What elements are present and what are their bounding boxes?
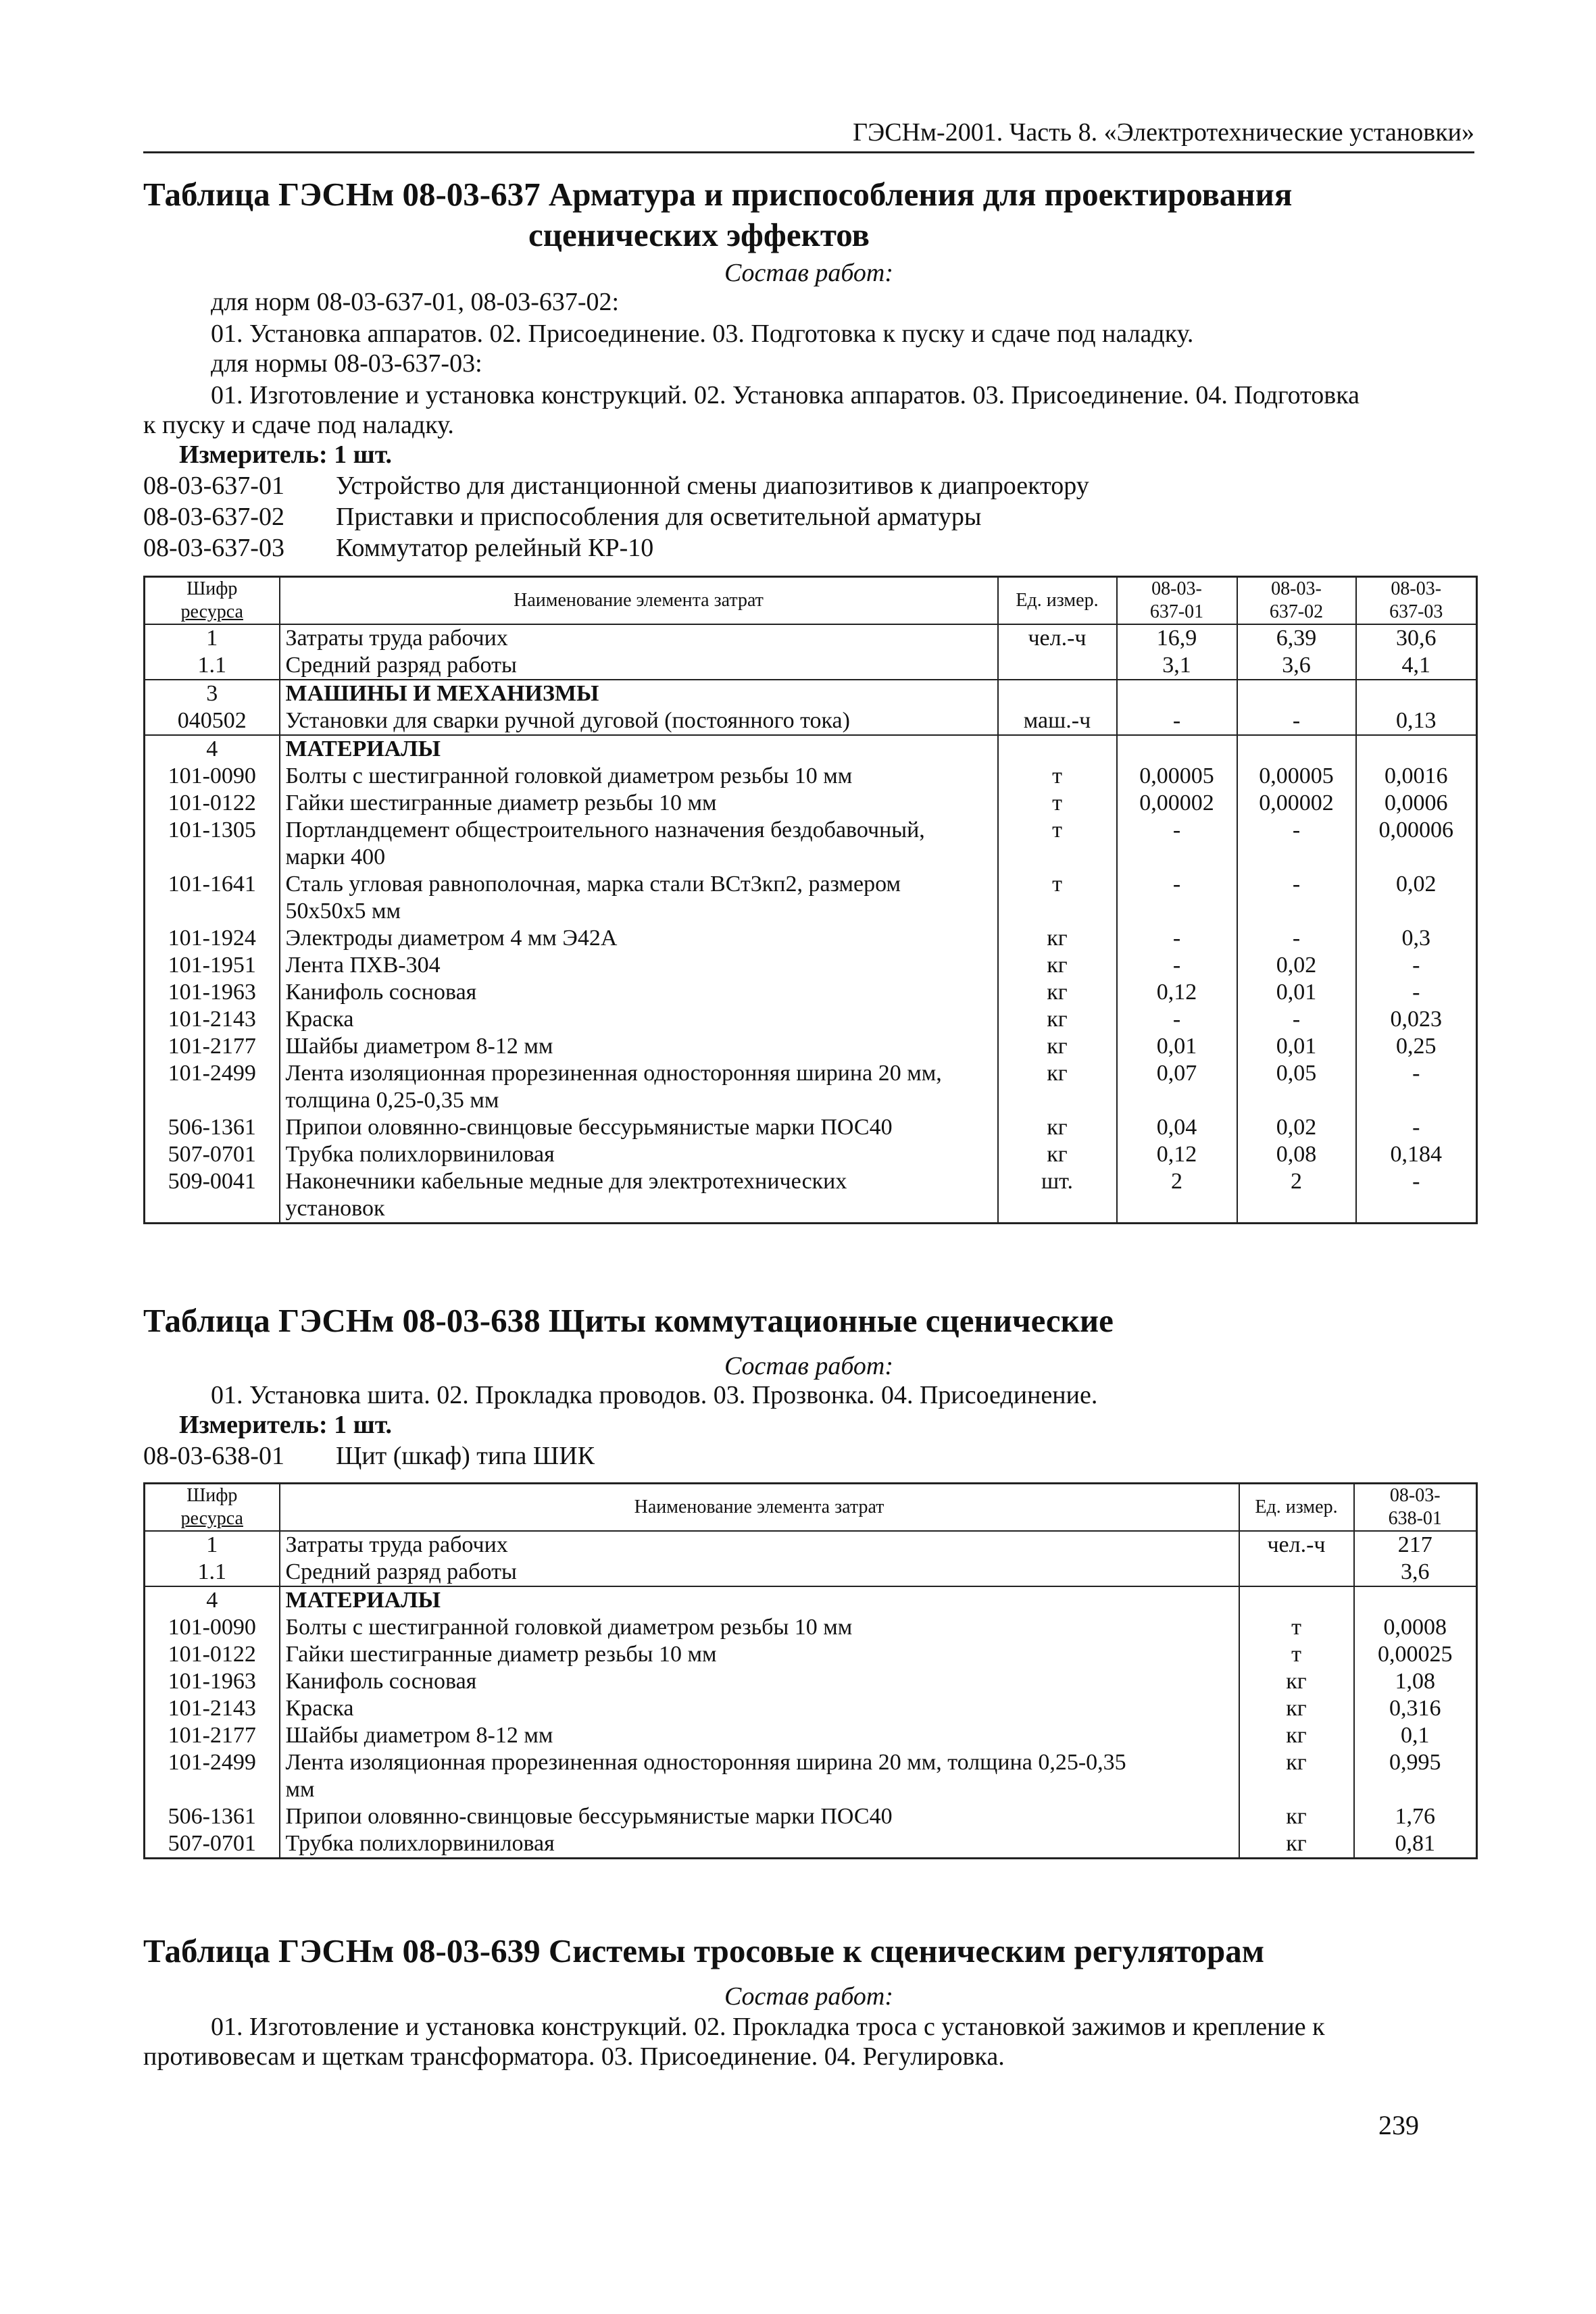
- resource-name-line: Болты с шестигранной головкой диаметром резьбы 10 мм: [285, 763, 853, 788]
- resource-name-line: толщина 0,25-0,35 мм: [285, 1088, 499, 1113]
- norm-code: 08-03-638-01: [143, 1442, 284, 1470]
- unit-cell: [1239, 1559, 1354, 1586]
- section-638-title: Таблица ГЭСНм 08-03-638 Щиты коммутационные сценические: [143, 1302, 1114, 1339]
- value-cell: [1354, 1586, 1477, 1614]
- resource-name-line: Канифоль сосновая: [285, 980, 477, 1005]
- resource-name-line: Шайбы диаметром 8-12 мм: [285, 1723, 553, 1748]
- value-cell: 0,0016: [1356, 763, 1477, 790]
- header-code: [145, 577, 280, 625]
- resource-name-line: Электроды диаметром 4 мм Э42А: [285, 926, 618, 951]
- table-row: [145, 1168, 1477, 1224]
- resource-code-cell: 101-2499: [145, 1749, 280, 1803]
- unit-cell: кг: [1239, 1749, 1354, 1803]
- unit-cell: т: [998, 790, 1117, 817]
- value-cell: 0,1: [1354, 1722, 1477, 1749]
- value-cell: -: [1356, 1168, 1477, 1224]
- value-cell: 16,9: [1117, 624, 1237, 652]
- resource-name-cell: [280, 1141, 998, 1168]
- value-cell: 0,12: [1117, 979, 1237, 1006]
- section-637-title-line2: сценических эффектов: [528, 216, 870, 253]
- resource-name-cell: [280, 652, 998, 680]
- resource-name-line: МАТЕРИАЛЫ: [285, 736, 441, 761]
- value-cell: 3,1: [1117, 652, 1237, 680]
- resource-name-line: Краска: [285, 1696, 354, 1721]
- header-norm-col-bottom: 637-02: [1269, 601, 1324, 622]
- norm-name: Приставки и приспособления для осветительной арматуры: [336, 503, 982, 531]
- section-637-text-line: для норм 08-03-637-01, 08-03-637-02:: [211, 288, 620, 316]
- table-row: [145, 790, 1477, 817]
- value-cell: 0,0008: [1354, 1614, 1477, 1641]
- value-cell: 0,08: [1237, 1141, 1356, 1168]
- header-norm-col-bottom: 637-01: [1149, 601, 1204, 622]
- unit-cell: [998, 652, 1117, 680]
- unit-cell: т: [998, 763, 1117, 790]
- resource-name-line: МАТЕРИАЛЫ: [285, 1588, 441, 1613]
- norm-name: Щит (шкаф) типа ШИК: [336, 1442, 595, 1470]
- header-norm-col-bottom: 637-03: [1389, 601, 1443, 622]
- section-637-title: [143, 174, 1474, 255]
- value-cell: 1,08: [1354, 1668, 1477, 1695]
- table-row: [145, 1722, 1477, 1749]
- norm-entry: [143, 471, 1089, 501]
- norm-code: 08-03-637-03: [143, 534, 284, 562]
- resource-name-cell: [280, 1168, 998, 1224]
- header-norm-col-bottom: 638-01: [1388, 1508, 1442, 1529]
- table-row: [145, 1531, 1477, 1559]
- unit-cell: кг: [998, 979, 1117, 1006]
- resource-name-line: Гайки шестигранные диаметр резьбы 10 мм: [285, 790, 717, 815]
- resource-name-line: Лента ПХВ-304: [285, 953, 441, 978]
- resource-name-cell: [280, 1614, 1239, 1641]
- value-cell: -: [1117, 1006, 1237, 1033]
- value-cell: [1356, 735, 1477, 763]
- resource-name-line: Припои оловянно-свинцовые бессурьмянистые марки ПОС40: [285, 1115, 893, 1140]
- value-cell: 0,12: [1117, 1141, 1237, 1168]
- resource-name-line: Краска: [285, 1007, 354, 1032]
- table-row: [145, 763, 1477, 790]
- resource-code-cell: 101-0090: [145, 1614, 280, 1641]
- value-cell: -: [1237, 871, 1356, 925]
- value-cell: [1356, 680, 1477, 707]
- table-row: [145, 1614, 1477, 1641]
- resource-code-cell: 101-2143: [145, 1695, 280, 1722]
- resource-name-cell: [280, 1641, 1239, 1668]
- value-cell: 0,05: [1237, 1060, 1356, 1114]
- unit-cell: кг: [1239, 1668, 1354, 1695]
- page-number: 239: [1378, 2110, 1419, 2140]
- resource-name-line: Болты с шестигранной головкой диаметром резьбы 10 мм: [285, 1615, 853, 1640]
- unit-cell: кг: [998, 925, 1117, 952]
- table-row: [145, 735, 1477, 763]
- resource-name-cell: [280, 925, 998, 952]
- table-row: [145, 1668, 1477, 1695]
- unit-cell: чел.-ч: [998, 624, 1117, 652]
- value-cell: 30,6: [1356, 624, 1477, 652]
- unit-cell: т: [998, 817, 1117, 871]
- value-cell: -: [1356, 1114, 1477, 1141]
- resource-name-cell: [280, 1060, 998, 1114]
- section-637-text-line: к пуску и сдаче под наладку.: [143, 411, 454, 439]
- value-cell: -: [1237, 1006, 1356, 1033]
- resource-name-cell: [280, 1559, 1239, 1586]
- norm-code: 08-03-637-01: [143, 472, 284, 500]
- table-row: [145, 1830, 1477, 1859]
- table-row: [145, 1141, 1477, 1168]
- resource-code-cell: 1: [145, 624, 280, 652]
- resource-code-cell: 1.1: [145, 652, 280, 680]
- table-header-row: [145, 1484, 1477, 1532]
- unit-cell: кг: [998, 1006, 1117, 1033]
- resource-code-cell: 040502: [145, 707, 280, 735]
- table-row: [145, 1803, 1477, 1830]
- unit-cell: т: [1239, 1641, 1354, 1668]
- value-cell: -: [1237, 707, 1356, 735]
- section-639-text-line: 01. Изготовление и установка конструкций. 02. Прокладка троса с установкой зажимов и крепление к: [211, 2013, 1325, 2041]
- value-cell: 0,04: [1117, 1114, 1237, 1141]
- value-cell: [1117, 680, 1237, 707]
- resource-name-line: 50x50x5 мм: [285, 899, 401, 924]
- value-cell: 0,316: [1354, 1695, 1477, 1722]
- resource-name-cell: [280, 707, 998, 735]
- header-norm-col: [1237, 577, 1356, 625]
- resource-name-cell: [280, 952, 998, 979]
- resource-name-line: Затраты труда рабочих: [285, 1532, 508, 1557]
- value-cell: -: [1356, 952, 1477, 979]
- value-cell: 0,995: [1354, 1749, 1477, 1803]
- value-cell: 4,1: [1356, 652, 1477, 680]
- value-cell: 0,01: [1237, 1033, 1356, 1060]
- header-norm-col-top: 08-03-: [1151, 578, 1202, 599]
- header-norm-col-top: 08-03-: [1391, 578, 1442, 599]
- value-cell: 0,3: [1356, 925, 1477, 952]
- resource-code-cell: 3: [145, 680, 280, 707]
- table-row: [145, 680, 1477, 707]
- table-row: [145, 1114, 1477, 1141]
- resource-name-line: Наконечники кабельные медные для электротехнических: [285, 1169, 847, 1194]
- resource-code-cell: 507-0701: [145, 1141, 280, 1168]
- section-637-text-line: 01. Изготовление и установка конструкций. 02. Установка аппаратов. 03. Присоединение. 04. Подготовка: [211, 381, 1360, 409]
- table-row: [145, 707, 1477, 735]
- value-cell: -: [1117, 925, 1237, 952]
- section-638-text-line: 01. Установка шита. 02. Прокладка проводов. 03. Прозвонка. 04. Присоединение.: [211, 1381, 1098, 1409]
- resource-code-cell: 4: [145, 1586, 280, 1614]
- resource-name-cell: [280, 1531, 1239, 1559]
- unit-cell: кг: [998, 1060, 1117, 1114]
- unit-cell: [998, 680, 1117, 707]
- value-cell: 0,00025: [1354, 1641, 1477, 1668]
- value-cell: [1237, 680, 1356, 707]
- table-row: [145, 1559, 1477, 1586]
- resource-name-cell: [280, 1830, 1239, 1859]
- table-row: [145, 1006, 1477, 1033]
- table-row: [145, 624, 1477, 652]
- value-cell: -: [1117, 707, 1237, 735]
- resource-code-cell: 4: [145, 735, 280, 763]
- section-637-measure: Измеритель: 1 шт.: [179, 441, 393, 469]
- resource-name-line: Портландцемент общестроительного назначения бездобавочный,: [285, 818, 925, 842]
- resource-code-cell: 101-2143: [145, 1006, 280, 1033]
- value-cell: 0,00002: [1237, 790, 1356, 817]
- resource-code-cell: 506-1361: [145, 1803, 280, 1830]
- value-cell: 0,184: [1356, 1141, 1477, 1168]
- resource-name-cell: [280, 624, 998, 652]
- resource-name-cell: [280, 1668, 1239, 1695]
- header-code-bottom: ресурса: [180, 1508, 243, 1529]
- value-cell: 6,39: [1237, 624, 1356, 652]
- unit-cell: кг: [1239, 1830, 1354, 1859]
- unit-cell: кг: [1239, 1695, 1354, 1722]
- table-row: [145, 952, 1477, 979]
- resource-name-cell: [280, 1803, 1239, 1830]
- resource-table-638: [143, 1482, 1478, 1859]
- value-cell: 0,25: [1356, 1033, 1477, 1060]
- norm-entry: [143, 502, 981, 532]
- section-639-text-line: противовесам и щеткам трансформатора. 03. Присоединение. 04. Регулировка.: [143, 2042, 1005, 2071]
- resource-name-cell: [280, 979, 998, 1006]
- resource-code-cell: 101-0122: [145, 1641, 280, 1668]
- table-row: [145, 925, 1477, 952]
- resource-name-line: Трубка полихлорвиниловая: [285, 1831, 555, 1856]
- value-cell: -: [1356, 1060, 1477, 1114]
- resource-code-cell: 101-1963: [145, 979, 280, 1006]
- resource-name-line: Гайки шестигранные диаметр резьбы 10 мм: [285, 1642, 717, 1667]
- norm-name: Устройство для дистанционной смены диапозитивов к диапроектору: [336, 472, 1089, 500]
- value-cell: 0,0006: [1356, 790, 1477, 817]
- table-row: [145, 1060, 1477, 1114]
- header-code: [145, 1484, 280, 1532]
- value-cell: 217: [1354, 1531, 1477, 1559]
- section-637-text-line: для нормы 08-03-637-03:: [211, 349, 482, 378]
- value-cell: 2: [1117, 1168, 1237, 1224]
- value-cell: -: [1117, 817, 1237, 871]
- header-code-top: Шифр: [186, 1485, 238, 1506]
- value-cell: 0,00005: [1237, 763, 1356, 790]
- table-header-row: [145, 577, 1477, 625]
- resource-code-cell: 101-2499: [145, 1060, 280, 1114]
- value-cell: 0,81: [1354, 1830, 1477, 1859]
- resource-code-cell: 1.1: [145, 1559, 280, 1586]
- resource-name-line: Канифоль сосновая: [285, 1669, 477, 1694]
- value-cell: 0,13: [1356, 707, 1477, 735]
- resource-name-cell: [280, 1114, 998, 1141]
- table-row: [145, 979, 1477, 1006]
- header-norm-col: [1117, 577, 1237, 625]
- value-cell: [1237, 735, 1356, 763]
- resource-name-line: Лента изоляционная прорезиненная односторонняя ширина 20 мм, толщина 0,25-0,35: [285, 1750, 1126, 1775]
- unit-cell: [998, 735, 1117, 763]
- resource-name-line: МАШИНЫ И МЕХАНИЗМЫ: [285, 681, 599, 706]
- resource-name-line: Сталь угловая равнополочная, марка стали ВСт3кп2, размером: [285, 872, 901, 897]
- value-cell: -: [1237, 817, 1356, 871]
- resource-code-cell: 101-0090: [145, 763, 280, 790]
- norm-entry: [143, 533, 653, 563]
- resource-name-cell: [280, 790, 998, 817]
- unit-cell: маш.-ч: [998, 707, 1117, 735]
- resource-name-line: марки 400: [285, 845, 386, 870]
- unit-cell: кг: [998, 1033, 1117, 1060]
- section-637-sostav: Состав работ:: [724, 259, 894, 287]
- running-head: ГЭСНм-2001. Часть 8. «Электротехнические установки»: [143, 114, 1474, 153]
- resource-code-cell: 1: [145, 1531, 280, 1559]
- header-norm-col-top: 08-03-: [1271, 578, 1322, 599]
- resource-name-cell: [280, 763, 998, 790]
- resource-code-cell: 101-2177: [145, 1722, 280, 1749]
- value-cell: [1117, 735, 1237, 763]
- header-norm-col: [1356, 577, 1477, 625]
- header-code-top: Шифр: [186, 578, 238, 599]
- value-cell: 0,02: [1237, 1114, 1356, 1141]
- resource-name-cell: [280, 871, 998, 925]
- resource-name-line: Шайбы диаметром 8-12 мм: [285, 1034, 553, 1059]
- value-cell: 1,76: [1354, 1803, 1477, 1830]
- unit-cell: кг: [998, 1114, 1117, 1141]
- resource-code-cell: 101-1641: [145, 871, 280, 925]
- resource-code-cell: 101-0122: [145, 790, 280, 817]
- resource-name-line: Затраты труда рабочих: [285, 626, 508, 651]
- table-row: [145, 1033, 1477, 1060]
- resource-name-line: мм: [285, 1777, 315, 1802]
- resource-code-cell: 101-2177: [145, 1033, 280, 1060]
- resource-code-cell: 101-1305: [145, 817, 280, 871]
- value-cell: 2: [1237, 1168, 1356, 1224]
- resource-name-line: установок: [285, 1196, 385, 1221]
- resource-code-cell: 509-0041: [145, 1168, 280, 1224]
- value-cell: 0,01: [1237, 979, 1356, 1006]
- resource-code-cell: 506-1361: [145, 1114, 280, 1141]
- table-row: [145, 817, 1477, 871]
- header-name: Наименование элемента затрат: [280, 577, 998, 625]
- unit-cell: шт.: [998, 1168, 1117, 1224]
- norm-name: Коммутатор релейный КР-10: [336, 534, 654, 562]
- value-cell: 3,6: [1237, 652, 1356, 680]
- unit-cell: т: [998, 871, 1117, 925]
- table-row: [145, 1586, 1477, 1614]
- table-row: [145, 1749, 1477, 1803]
- resource-table-637: [143, 576, 1478, 1224]
- value-cell: 0,00005: [1117, 763, 1237, 790]
- value-cell: 0,02: [1237, 952, 1356, 979]
- unit-cell: т: [1239, 1614, 1354, 1641]
- section-639-sostav: Состав работ:: [724, 1982, 894, 2011]
- resource-name-line: Трубка полихлорвиниловая: [285, 1142, 555, 1167]
- value-cell: -: [1356, 979, 1477, 1006]
- resource-name-line: Припои оловянно-свинцовые бессурьмянистые марки ПОС40: [285, 1804, 893, 1829]
- header-unit: Ед. измер.: [1239, 1484, 1354, 1532]
- header-norm-col-top: 08-03-: [1389, 1485, 1441, 1506]
- resource-name-cell: [280, 1722, 1239, 1749]
- resource-name-cell: [280, 1033, 998, 1060]
- section-638-measure: Измеритель: 1 шт.: [179, 1411, 393, 1439]
- resource-name-line: Средний разряд работы: [285, 1559, 517, 1584]
- value-cell: 0,07: [1117, 1060, 1237, 1114]
- resource-name-cell: [280, 1586, 1239, 1614]
- table-row: [145, 652, 1477, 680]
- resource-code-cell: 101-1924: [145, 925, 280, 952]
- resource-name-cell: [280, 817, 998, 871]
- value-cell: 0,00002: [1117, 790, 1237, 817]
- table-row: [145, 1695, 1477, 1722]
- section-637-title-line1: Таблица ГЭСНм 08-03-637 Арматура и приспособления для проектирования: [143, 176, 1293, 213]
- unit-cell: чел.-ч: [1239, 1531, 1354, 1559]
- unit-cell: кг: [998, 1141, 1117, 1168]
- header-code-bottom: ресурса: [180, 601, 243, 622]
- value-cell: 0,02: [1356, 871, 1477, 925]
- unit-cell: [1239, 1586, 1354, 1614]
- unit-cell: кг: [1239, 1722, 1354, 1749]
- value-cell: -: [1237, 925, 1356, 952]
- header-norm-col: [1354, 1484, 1477, 1532]
- resource-name-cell: [280, 680, 998, 707]
- header-unit: Ед. измер.: [998, 577, 1117, 625]
- norm-code: 08-03-637-02: [143, 503, 284, 531]
- table-row: [145, 1641, 1477, 1668]
- resource-name-cell: [280, 1006, 998, 1033]
- resource-code-cell: 101-1963: [145, 1668, 280, 1695]
- value-cell: -: [1117, 871, 1237, 925]
- header-name: Наименование элемента затрат: [280, 1484, 1239, 1532]
- unit-cell: кг: [998, 952, 1117, 979]
- value-cell: 0,00006: [1356, 817, 1477, 871]
- value-cell: -: [1117, 952, 1237, 979]
- value-cell: 0,01: [1117, 1033, 1237, 1060]
- resource-name-line: Средний разряд работы: [285, 653, 517, 678]
- resource-code-cell: 507-0701: [145, 1830, 280, 1859]
- resource-name-line: Установки для сварки ручной дуговой (постоянного тока): [285, 708, 850, 733]
- section-637-text-line: 01. Установка аппаратов. 02. Присоединение. 03. Подготовка к пуску и сдаче под наладку.: [211, 320, 1194, 348]
- section-638-sostav: Состав работ:: [724, 1352, 894, 1380]
- resource-code-cell: 101-1951: [145, 952, 280, 979]
- resource-name-cell: [280, 1695, 1239, 1722]
- unit-cell: кг: [1239, 1803, 1354, 1830]
- resource-name-cell: [280, 735, 998, 763]
- norm-entry: [143, 1441, 595, 1471]
- table-row: [145, 871, 1477, 925]
- value-cell: 3,6: [1354, 1559, 1477, 1586]
- value-cell: 0,023: [1356, 1006, 1477, 1033]
- resource-name-cell: [280, 1749, 1239, 1803]
- resource-name-line: Лента изоляционная прорезиненная односторонняя ширина 20 мм,: [285, 1061, 942, 1086]
- section-639-title: Таблица ГЭСНм 08-03-639 Системы тросовые к сценическим регуляторам: [143, 1932, 1265, 1969]
